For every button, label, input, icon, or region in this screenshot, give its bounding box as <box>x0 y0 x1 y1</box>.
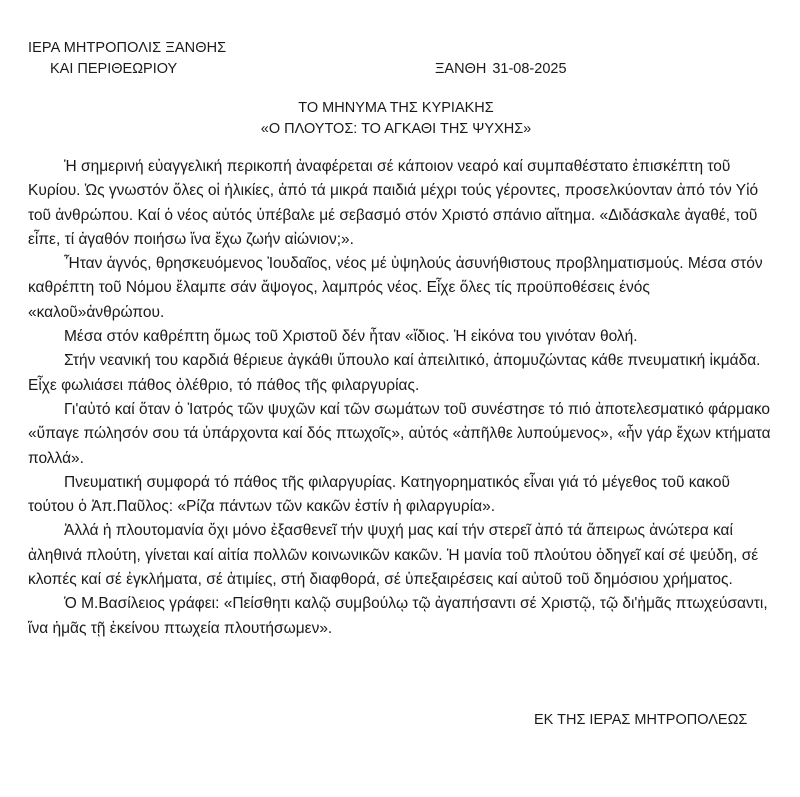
issuer-region: ΚΑΙ ΠΕΡΙΘΕΩΡΙΟΥ <box>50 61 178 77</box>
signature: ΕΚ ΤΗΣ ΙΕΡΑΣ ΜΗΤΡΟΠΟΛΕΩΣ <box>534 712 748 728</box>
document-subheading: «Ο ΠΛΟΥΤΟΣ: ΤΟ ΑΓΚΑΘΙ ΤΗΣ ΨΥΧΗΣ» <box>260 121 532 137</box>
paragraph: Ὁ Μ.Βασίλειος γράφει: «Πείσθητι καλῷ συμβούλῳ τῷ ἀγαπήσαντι σέ Χριστῷ, τῷ δι'ἡμᾶς πτωχεύσαντι, ἵνα ἡμᾶς τῇ ἐκείνου πτωχεία πλουτήσωμεν». <box>28 595 768 637</box>
paragraph: Ἦταν ἁγνός, θρησκευόμενος Ἰουδαῖος, νέος μέ ὑψηλούς ἀσυνήθιστους προβληματισμούς. Μέσα στόν καθρέπτη τοῦ Νόμου ἔλαμπε σάν ἄψογος, λαμπρός νέος. Εἶχε ὅλες τίς προϋποθέσεις ἑνός «καλοῦ»ἀνθρώπου. <box>28 255 763 321</box>
body-text <box>28 155 773 641</box>
document-heading: ΤΟ ΜΗΝΥΜΑ ΤΗΣ ΚΥΡΙΑΚΗΣ <box>298 100 494 116</box>
paragraph: Πνευματική συμφορά τό πάθος τῆς φιλαργυρίας. Κατηγορηματικός εἶναι γιά τό μέγεθος τοῦ κακοῦ τούτου ὁ Ἀπ.Παῦλος: «Ρίζα πάντων τῶν κακῶν ἐστίν ἡ φιλαργυρία». <box>28 473 730 516</box>
paragraph: Στήν νεανική του καρδιά θέριευε ἀγκάθι ὕπουλο καί ἀπειλιτικό, ἀπομυζώντας κάθε πνευματική ἰκμάδα. Εἶχε φωλιάσει πάθος ὀλέθριο, τό πάθος τῆς φιλαργυρίας. <box>28 352 761 394</box>
paragraph: Ἀλλά ἡ πλουτομανία ὄχι μόνο ἐξασθενεῖ τήν ψυχή μας καί τήν στερεῖ ἀπό τά ἄπειρως ἀνώτερα καί ἀληθινά πλούτη, γίνεται καί αἰτία πολλῶν κοινωνικῶν κακῶν. Ἡ μανία τοῦ πλούτου ὁδηγεῖ καί σέ ψεύδη, σέ κλοπές καί σέ ἐγκλήματα, σέ ἀτιμίες, στή διαφθορά, σέ ὑπεξαιρέσεις καί αὐτοῦ τοῦ δημόσιου χρήματος. <box>28 522 759 589</box>
paragraph: Ἡ σημερινή εὐαγγελική περικοπή ἀναφέρεται σέ κάποιον νεαρό καί συμπαθέστατο ἐπισκέπτη τοῦ Κυρίου. Ὡς γνωστόν ὅλες οἱ ἡλικίες, ἀπό τά μικρά παιδιά μέχρι τούς γέροντες, προσελκύονταν ἀπό τόν Υἱό τοῦ ἀνθρώπου. Καί ὁ νέος αὐτός ὑπέβαλε μέ σεβασμό στόν Χριστό σπάνιο αἴτημα. «Διδάσκαλε ἀγαθέ, τοῦ εἶπε, τί ἀγαθόν ποιήσω ἵνα ἔχω ζωήν αἰώνιον;». <box>28 158 759 248</box>
paragraph: Γι'αὐτό καί ὅταν ὁ Ἰατρός τῶν ψυχῶν καί τῶν σωμάτων τοῦ συνέστησε τό πιό ἀποτελεσματικό φάρμακο «ὕπαγε πώλησόν σου τά ὑπάρχοντα καί δός πτωχοῖς», αὐτός «ἀπῆλθε λυπούμενος», «ἦν γάρ ἔχων κτήματα πολλά». <box>28 400 771 467</box>
paragraph: Μέσα στόν καθρέπτη ὅμως τοῦ Χριστοῦ δέν ἦταν «ἴδιος. Ἡ εἰκόνα του γινόταν θολή. <box>64 328 638 346</box>
issuer-name: ΙΕΡΑ ΜΗΤΡΟΠΟΛΙΣ ΞΑΝΘΗΣ <box>28 40 227 56</box>
place-date: ΞΑΝΘΗ 31-08-2025 <box>435 61 567 77</box>
